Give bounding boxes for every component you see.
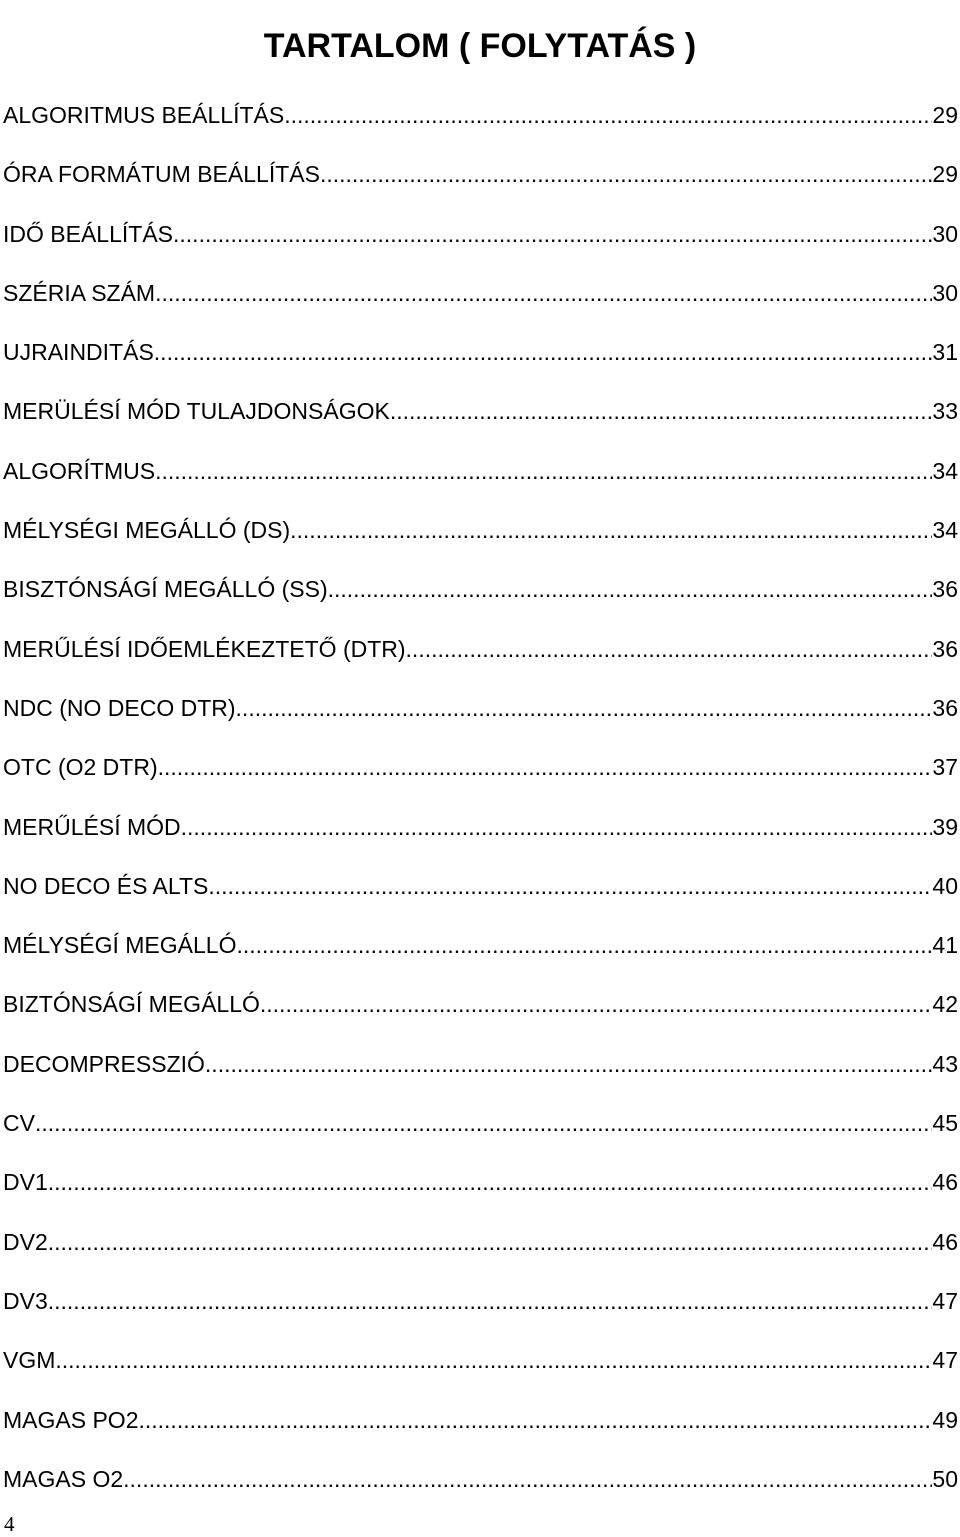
toc-dot-leader xyxy=(123,1461,932,1497)
toc-dot-leader xyxy=(320,156,932,192)
toc-entry-label: ALGORÍTMUS xyxy=(3,457,156,484)
toc-entry[interactable] xyxy=(3,749,958,808)
toc-dot-leader xyxy=(138,1402,932,1438)
toc-entry-label: DECOMPRESSZIÓ xyxy=(3,1050,205,1077)
toc-dot-leader xyxy=(48,1224,933,1260)
toc-entry[interactable] xyxy=(3,1164,958,1223)
toc-entry-label: SZÉRIA SZÁM xyxy=(3,279,156,306)
toc-entry-label: ALGORITMUS BEÁLLÍTÁS xyxy=(3,102,285,128)
toc-entry-label: NDC (NO DECO DTR) xyxy=(3,694,236,721)
toc-entry-label: MERÜLÉSÍ MÓD TULAJDONSÁGOK xyxy=(3,398,390,425)
toc-dot-leader xyxy=(181,809,933,845)
toc-entry-page: 40 xyxy=(932,872,958,899)
toc-dot-leader xyxy=(48,1283,933,1319)
toc-dot-leader xyxy=(155,275,932,311)
toc-entry[interactable] xyxy=(3,1224,958,1283)
toc-dot-leader xyxy=(48,1164,933,1200)
toc-entry-page: 39 xyxy=(932,813,958,840)
toc-entry-page: 46 xyxy=(932,1169,958,1196)
toc-entry-label: MERŰLÉSÍ MÓD xyxy=(3,813,181,840)
toc-entry[interactable] xyxy=(3,986,958,1045)
toc-entry-page: 30 xyxy=(932,279,958,306)
toc-entry[interactable] xyxy=(3,868,958,927)
table-of-contents xyxy=(3,97,958,1520)
toc-entry-label: OTC (O2 DTR) xyxy=(3,754,158,781)
toc-entry[interactable] xyxy=(3,631,958,690)
toc-entry-page: 47 xyxy=(932,1287,958,1314)
toc-dot-leader xyxy=(290,512,932,548)
toc-entry[interactable] xyxy=(3,1342,958,1401)
toc-entry-page: 42 xyxy=(932,991,958,1018)
toc-dot-leader xyxy=(205,1046,932,1082)
toc-entry-page: 33 xyxy=(932,398,958,425)
toc-entry-label: BISZTÓNSÁGÍ MEGÁLLÓ (SS) xyxy=(3,576,328,603)
toc-entry[interactable] xyxy=(3,393,958,452)
toc-dot-leader xyxy=(328,571,933,607)
toc-dot-leader xyxy=(236,690,933,726)
toc-entry-label: MAGAS O2 xyxy=(3,1465,124,1492)
toc-entry[interactable] xyxy=(3,97,958,156)
toc-entry-label: MAGAS PO2 xyxy=(3,1406,139,1433)
toc-entry[interactable] xyxy=(3,927,958,986)
toc-entry-page: 34 xyxy=(932,457,958,484)
toc-entry-label: ÓRA FORMÁTUM BEÁLLÍTÁS xyxy=(3,161,320,188)
toc-entry[interactable] xyxy=(3,334,958,393)
toc-dot-leader xyxy=(406,631,933,667)
toc-entry-label: MÉLYSÉGÍ MEGÁLLÓ xyxy=(3,932,237,959)
toc-entry-page: 41 xyxy=(932,932,958,959)
toc-dot-leader xyxy=(158,749,933,785)
toc-dot-leader xyxy=(260,986,933,1022)
toc-entry-page: 29 xyxy=(932,161,958,188)
toc-entry-page: 49 xyxy=(932,1406,958,1433)
toc-entry-page: 46 xyxy=(932,1228,958,1255)
toc-entry[interactable] xyxy=(3,216,958,275)
toc-dot-leader xyxy=(236,927,932,963)
toc-entry-page: 37 xyxy=(932,754,958,781)
toc-entry-page: 30 xyxy=(932,220,958,247)
toc-entry[interactable] xyxy=(3,156,958,215)
toc-entry-page: 29 xyxy=(932,102,958,128)
toc-entry-page: 36 xyxy=(932,694,958,721)
toc-entry[interactable] xyxy=(3,809,958,868)
toc-dot-leader xyxy=(390,393,933,429)
toc-dot-leader xyxy=(284,97,932,133)
toc-dot-leader xyxy=(208,868,932,904)
toc-entry-label: DV1 xyxy=(3,1169,48,1196)
toc-entry-page: 34 xyxy=(932,517,958,544)
toc-entry-label: NO DECO ÉS ALTS xyxy=(3,872,209,899)
toc-entry[interactable] xyxy=(3,690,958,749)
toc-entry-page: 36 xyxy=(932,635,958,662)
toc-entry[interactable] xyxy=(3,275,958,334)
toc-entry[interactable] xyxy=(3,1046,958,1105)
toc-entry-label: UJRAINDITÁS xyxy=(3,339,154,366)
toc-entry-page: 36 xyxy=(932,576,958,603)
toc-entry-label: MÉLYSÉGI MEGÁLLÓ (DS) xyxy=(3,517,291,544)
toc-entry[interactable] xyxy=(3,1461,958,1520)
toc-entry-label: CV xyxy=(3,1110,35,1137)
toc-entry[interactable] xyxy=(3,1105,958,1164)
toc-entry[interactable] xyxy=(3,453,958,512)
toc-dot-leader xyxy=(154,334,933,370)
page-title: TARTALOM ( FOLYTATÁS ) xyxy=(263,26,697,65)
toc-entry-page: 50 xyxy=(932,1465,958,1492)
toc-dot-leader xyxy=(35,1105,932,1141)
toc-entry[interactable] xyxy=(3,512,958,571)
toc-entry-page: 31 xyxy=(932,339,958,366)
page-number: 4 xyxy=(4,1512,15,1536)
toc-entry[interactable] xyxy=(3,1402,958,1461)
toc-dot-leader xyxy=(173,216,932,252)
toc-entry-label: VGM xyxy=(3,1347,56,1374)
toc-entry-label: DV3 xyxy=(3,1287,48,1314)
toc-entry-label: IDŐ BEÁLLÍTÁS xyxy=(3,220,174,247)
toc-entry-label: DV2 xyxy=(3,1228,48,1255)
toc-entry-page: 43 xyxy=(932,1050,958,1077)
toc-entry-label: BIZTÓNSÁGÍ MEGÁLLÓ xyxy=(3,991,260,1018)
toc-dot-leader xyxy=(55,1342,932,1378)
toc-entry-page: 45 xyxy=(932,1110,958,1137)
toc-entry[interactable] xyxy=(3,571,958,630)
toc-dot-leader xyxy=(155,453,932,489)
toc-entry-label: MERŰLÉSÍ IDŐEMLÉKEZTETŐ (DTR) xyxy=(3,635,406,662)
toc-entry-page: 47 xyxy=(932,1347,958,1374)
toc-entry[interactable] xyxy=(3,1283,958,1342)
